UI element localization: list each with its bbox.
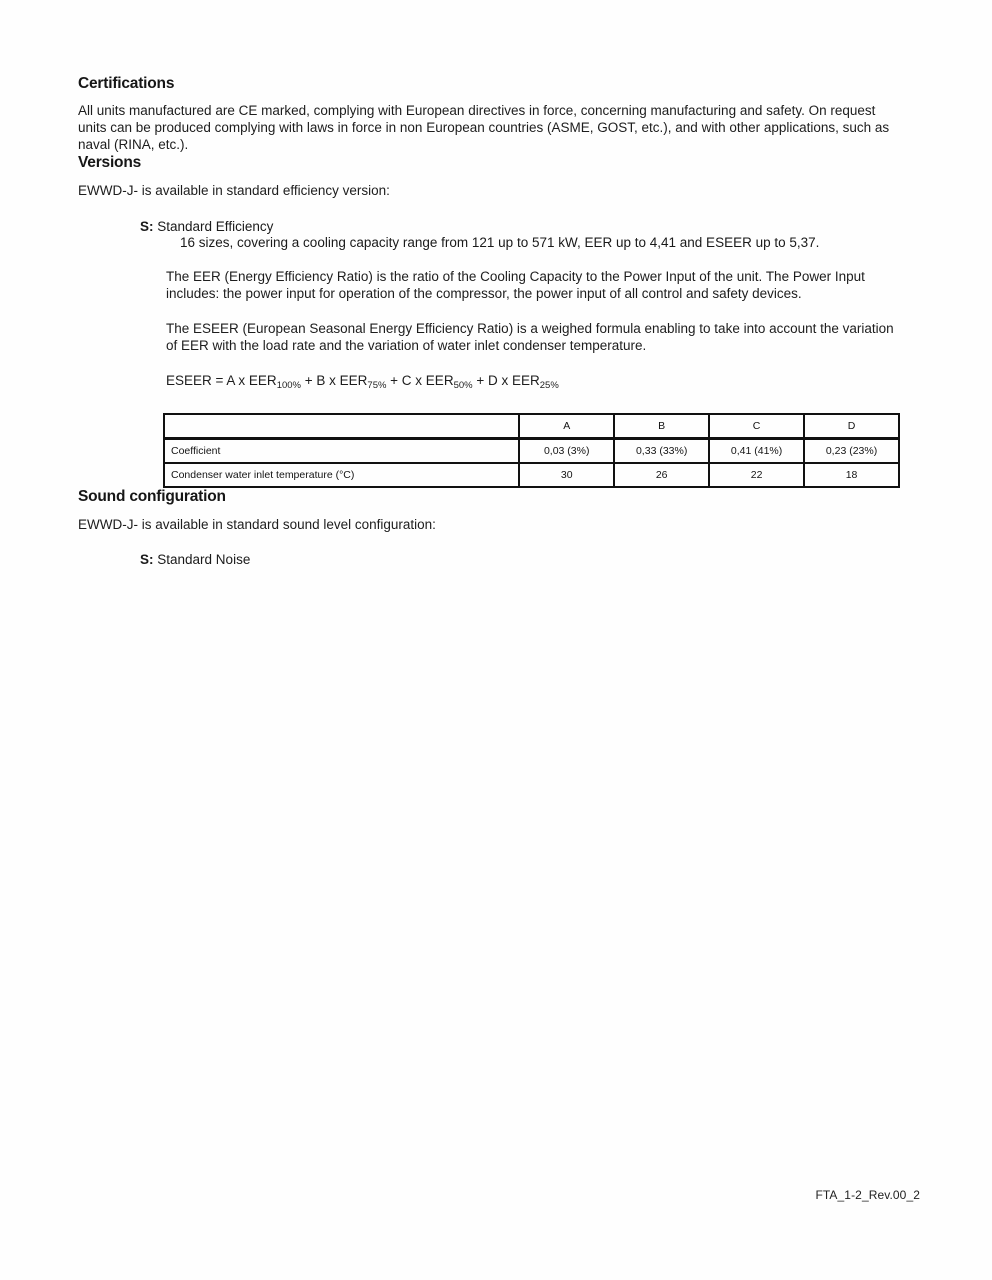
certifications-paragraph: All units manufactured are CE marked, complying with European directives in force, concerning manufacturing and safety. On request units can be produced complying with laws in force in non European countries (ASME, GOST, etc.), and with other applications, such as naval (RINA, etc.). — [78, 103, 890, 152]
eseer-formula — [166, 372, 900, 391]
version-option-line — [140, 219, 900, 236]
formula-sub-100: 100% — [276, 379, 301, 391]
temp-b: 26 — [614, 463, 709, 487]
versions-heading: Versions — [78, 153, 142, 171]
temp-d: 18 — [804, 463, 899, 487]
coefficient-a: 0,03 (3%) — [519, 438, 614, 463]
temp-a: 30 — [519, 463, 614, 487]
version-option-detail: 16 sizes, covering a cooling capacity range from 121 up to 571 kW, EER up to 4,41 and ESEER up to 5,37. — [180, 235, 820, 251]
sound-option — [140, 552, 900, 569]
formula-sub-50: 50% — [453, 379, 473, 391]
table-header-a: A — [519, 414, 614, 439]
versions-intro: EWWD-J- is available in standard efficiency version: — [78, 182, 390, 198]
sound-configuration-heading: Sound configuration — [78, 487, 226, 505]
coefficient-c: 0,41 (41%) — [709, 438, 804, 463]
formula-term-b: + B x EER — [301, 372, 368, 388]
table-header-d: D — [804, 414, 899, 439]
formula-term-c: + C x EER — [386, 372, 454, 388]
coefficient-table — [163, 413, 900, 488]
table-row-condenser-temp — [164, 463, 899, 487]
eseer-paragraph: The ESEER (European Seasonal Energy Efficiency Ratio) is a weighed formula enabling to take into account the variation of EER with the load rate and the variation of water inlet condenser temperature. — [166, 321, 894, 353]
eer-paragraph: The EER (Energy Efficiency Ratio) is the ratio of the Cooling Capacity to the Power Input of the unit. The Power Input includes: the power input for operation of the compressor, the power input of all control and safety devices. — [166, 269, 865, 302]
table-header-empty-cell — [164, 414, 519, 439]
coefficient-b: 0,33 (33%) — [614, 438, 709, 463]
table-row-coefficient — [164, 438, 899, 463]
sound-configuration-section — [78, 488, 900, 569]
version-option-key: S: — [140, 218, 154, 234]
coefficient-d: 0,23 (23%) — [804, 438, 899, 463]
revision-label: FTA_1-2_Rev.00_2 — [815, 1188, 920, 1202]
certifications-heading: Certifications — [78, 75, 175, 92]
sound-configuration-intro: EWWD-J- is available in standard sound level configuration: — [78, 516, 436, 532]
table-header-b: B — [614, 414, 709, 439]
formula-sub-25: 25% — [539, 379, 559, 391]
table-header-row — [164, 414, 899, 439]
formula-term-d: + D x EER — [472, 372, 540, 388]
versions-section — [78, 154, 900, 488]
temp-c: 22 — [709, 463, 804, 487]
certifications-section — [78, 75, 900, 154]
sound-option-name: Standard Noise — [157, 551, 251, 567]
table-header-c: C — [709, 414, 804, 439]
sound-option-key: S: — [140, 551, 154, 567]
version-option-name: Standard Efficiency — [157, 218, 274, 234]
row-label: Coefficient — [164, 438, 519, 463]
formula-term-a: ESEER = A x EER — [166, 372, 277, 388]
row-label: Condenser water inlet temperature (°C) — [164, 463, 519, 487]
sound-option-line — [140, 552, 900, 569]
version-option — [140, 219, 900, 253]
formula-sub-75: 75% — [367, 379, 387, 391]
page-content — [78, 75, 900, 569]
